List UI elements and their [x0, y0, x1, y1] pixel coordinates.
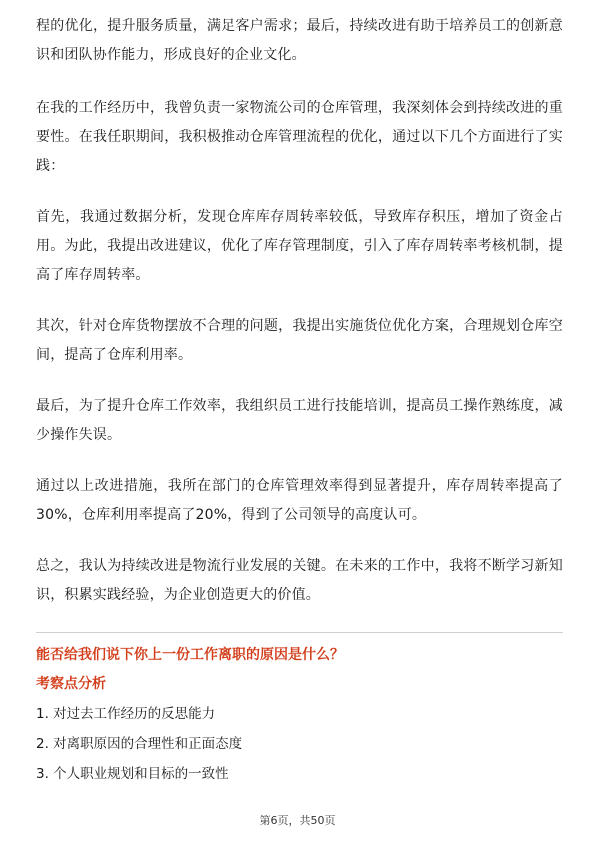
page-number: 第6页，共50页 [259, 814, 336, 827]
list-item: 3. 个人职业规划和目标的一致性 [36, 766, 229, 782]
question-heading: 能否给我们说下你上一份工作离职的原因是什么？ [36, 647, 344, 663]
analysis-list [36, 699, 563, 789]
paragraph: 首先，我通过数据分析，发现仓库库存周转率较低，导致库存积压，增加了资金占用。为此，我提出改进建议，优化了库存管理制度，引入了库存周转率考核机制，提高了库存周转率。 [36, 209, 563, 283]
paragraph: 总之，我认为持续改进是物流行业发展的关键。在未来的工作中，我将不断学习新知识，积累实践经验，为企业创造更大的价值。 [36, 558, 563, 603]
paragraph: 通过以上改进措施，我所在部门的仓库管理效率得到显著提升，库存周转率提高了30%，仓库利用率提高了20%，得到了公司领导的高度认可。 [36, 478, 563, 523]
paragraph: 最后，为了提升仓库工作效率，我组织员工进行技能培训，提高员工操作熟练度，减少操作失误。 [36, 398, 563, 443]
analysis-title: 考察点分析 [36, 676, 106, 692]
section-divider [36, 632, 563, 633]
document-body [36, 12, 563, 789]
paragraph: 程的优化，提升服务质量，满足客户需求；最后，持续改进有助于培养员工的创新意识和团队协作能力，形成良好的企业文化。 [36, 18, 563, 63]
paragraph: 其次，针对仓库货物摆放不合理的问题，我提出实施货位优化方案，合理规划仓库空间，提高了仓库利用率。 [36, 318, 563, 363]
list-item: 1. 对过去工作经历的反思能力 [36, 706, 216, 722]
list-item: 2. 对离职原因的合理性和正面态度 [36, 736, 243, 752]
paragraph: 在我的工作经历中，我曾负责一家物流公司的仓库管理，我深刻体会到持续改进的重要性。在我任职期间，我积极推动仓库管理流程的优化，通过以下几个方面进行了实践： [36, 100, 563, 174]
